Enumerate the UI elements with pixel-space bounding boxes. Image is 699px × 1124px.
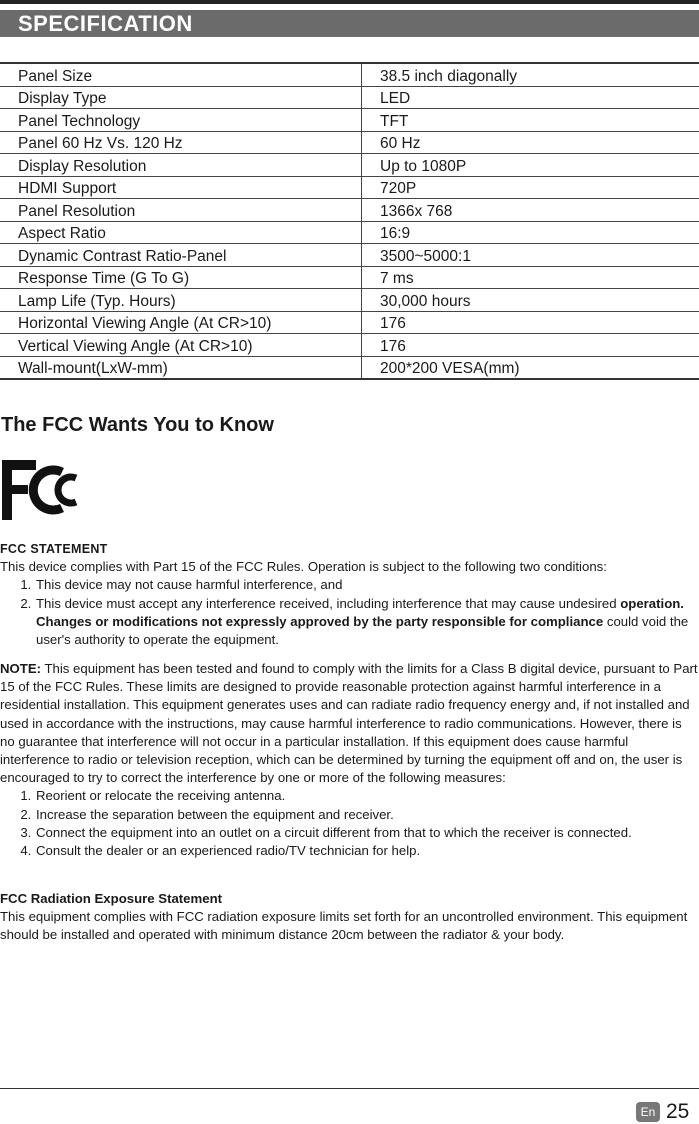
table-row [0,244,699,267]
spec-value: 30,000 hours [362,289,699,312]
fcc-note [0,660,699,860]
spec-value: TFT [362,109,699,132]
list-item [35,595,699,650]
table-row [0,131,699,154]
table-row [0,109,699,132]
fcc-statement-intro: This device complies with Part 15 of the FCC Rules. Operation is subject to the following two conditions: [0,559,607,575]
spec-label: Vertical Viewing Angle (At CR>10) [0,334,362,357]
spec-label: Display Type [0,86,362,109]
spec-label: Response Time (G To G) [0,266,362,289]
spec-label: Aspect Ratio [0,221,362,244]
spec-value: Up to 1080P [362,154,699,177]
spec-value: 60 Hz [362,131,699,154]
conditions-list [0,576,699,649]
spec-value: 176 [362,334,699,357]
bottom-rule [0,1088,699,1089]
spec-label: Wall-mount(LxW-mm) [0,356,362,379]
list-item: 3. Connect the equipment into an outlet on a circuit different from that to which the receiver is connected. [35,824,699,842]
spec-value: 200*200 VESA(mm) [362,356,699,379]
page-number: 25 [666,1100,690,1123]
table-row [0,176,699,199]
spec-value: 16:9 [362,221,699,244]
spec-label: Display Resolution [0,154,362,177]
radiation-statement [0,890,699,945]
spec-value: 176 [362,311,699,334]
table-row [0,86,699,109]
radiation-text: This equipment complies with FCC radiation exposure limits set forth for an uncontrolled environment. This equipment should be installed and operated with minimum distance 20cm between the radiator & your body. [0,909,688,943]
list-item: 2. Increase the separation between the equipment and receiver. [35,806,699,824]
note-paragraph [0,660,699,787]
list-item: 1. This device may not cause harmful interference, and [35,576,699,594]
fcc-statement [0,540,699,649]
spec-value: LED [362,86,699,109]
condition-text: This device must accept any interference received, including interference that may cause undesired [36,595,621,611]
spec-label: HDMI Support [0,176,362,199]
spec-value: 7 ms [362,266,699,289]
list-item: 1. Reorient or relocate the receiving antenna. [35,787,699,805]
spec-value: 720P [362,176,699,199]
measures-list [0,787,699,860]
table-row [0,199,699,222]
spec-label: Horizontal Viewing Angle (At CR>10) [0,311,362,334]
table-row [0,266,699,289]
spec-value: 3500~5000:1 [362,244,699,267]
condition-text-end: could void the user's authority to operate the equipment. [36,613,689,648]
table-row [0,311,699,334]
spec-label: Panel Technology [0,109,362,132]
table-row [0,221,699,244]
spec-table [0,62,699,380]
spec-value: 38.5 inch diagonally [362,63,699,86]
note-label: NOTE: [0,661,42,676]
list-item: 4. Consult the dealer or an experienced radio/TV technician for help. [35,842,699,860]
table-row [0,289,699,312]
language-badge: En [636,1102,660,1122]
note-text: This equipment has been tested and found to comply with the limits for a Class B digital device, pursuant to Part 15 of the FCC Rules. These limits are designed to provide reasonable protection against harmful interference in a residential installation. This equipment generates uses and can radiate radio frequency energy and, if not installed and used in accordance with the instructions, may cause harmful interference to radio communications. However, there is no guarantee that interference will not occur in a particular installation. If this equipment does cause harmful interference to radio or television reception, which can be determined by turning the equipment off and on, the user is encouraged to try to correct the interference by one or more of the following measures: [0,661,698,786]
fcc-statement-title: FCC STATEMENT [0,542,108,556]
radiation-title: FCC Radiation Exposure Statement [0,891,223,906]
spec-label: Panel Size [0,63,362,86]
spec-label: Panel Resolution [0,199,362,222]
spec-label: Panel 60 Hz Vs. 120 Hz [0,131,362,154]
spec-label: Lamp Life (Typ. Hours) [0,289,362,312]
condition-emphasis: operation. Changes or modifications not expressly approved by the party responsible for compliance [36,595,684,629]
table-row [0,334,699,357]
fcc-heading: The FCC Wants You to Know [1,414,274,436]
table-row [0,154,699,177]
spec-value: 1366x 768 [362,199,699,222]
section-header: SPECIFICATION [0,10,699,37]
spec-label: Dynamic Contrast Ratio-Panel [0,244,362,267]
top-rule [0,0,699,4]
table-row [0,356,699,379]
fcc-logo-icon [0,458,86,522]
table-row [0,63,699,86]
